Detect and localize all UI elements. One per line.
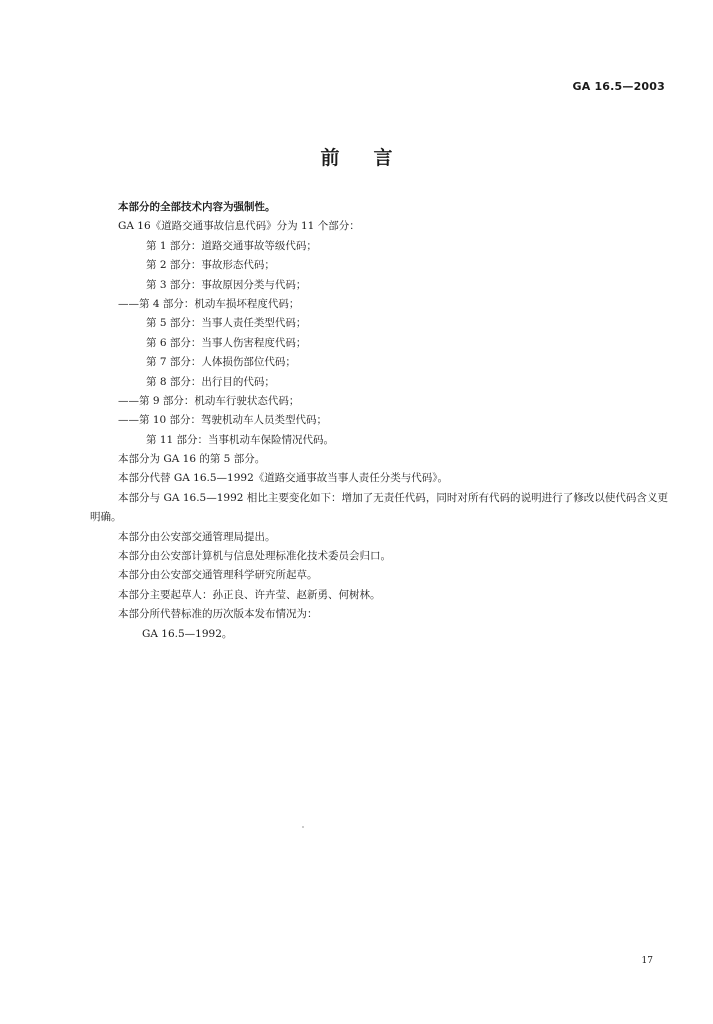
part-item xyxy=(90,392,670,411)
part-item-text: 第 4 部分：机动车损坏程度代码； xyxy=(139,297,300,310)
part-item xyxy=(90,411,670,430)
history-statement: 本部分所代替标准的历次版本发布情况为： xyxy=(118,608,318,621)
replaces-statement: 本部分代替 GA 16.5—1992《道路交通事故当事人责任分类与代码》。 xyxy=(118,472,448,485)
part-item-text: 第 10 部分：驾驶机动车人员类型代码； xyxy=(139,414,328,427)
parts-intro: GA 16《道路交通事故信息代码》分为 11 个部分： xyxy=(118,220,360,233)
dash-marker: —— xyxy=(118,414,139,427)
mandatory-statement: 本部分的全部技术内容为强制性。 xyxy=(118,201,276,213)
scan-speck xyxy=(302,826,304,828)
page-number: 17 xyxy=(641,956,653,966)
part-item-text: 第 9 部分：机动车行驶状态代码； xyxy=(139,394,300,407)
part-of-statement: 本部分为 GA 16 的第 5 部分。 xyxy=(118,453,266,466)
part-item: 第 1 部分：道路交通事故等级代码； xyxy=(146,239,317,252)
part-item: 第 7 部分：人体损伤部位代码； xyxy=(146,356,296,369)
part-item: 第 6 部分：当事人伤害程度代码； xyxy=(146,336,307,349)
drafted-statement: 本部分由公安部交通管理科学研究所起草。 xyxy=(118,569,318,582)
page-title: 前言 xyxy=(320,147,427,169)
standard-code: GA 16.5—2003 xyxy=(572,80,665,93)
drafters-statement: 本部分主要起草人：孙正良、许卉莹、赵新勇、何树林。 xyxy=(118,588,381,601)
part-item: 第 3 部分：事故原因分类与代码； xyxy=(146,278,307,291)
part-item: 第 8 部分：出行目的代码； xyxy=(146,375,275,388)
dash-marker: —— xyxy=(118,394,139,407)
part-item: 第 11 部分：当事机动车保险情况代码。 xyxy=(146,433,335,446)
history-item: GA 16.5—1992。 xyxy=(142,627,233,640)
changes-statement: 本部分与 GA 16.5—1992 相比主要变化如下：增加了无责任代码，同时对所有代码的说明进行了修改以使代码含义更明确。 xyxy=(90,491,668,524)
part-item: 第 5 部分：当事人责任类型代码； xyxy=(146,317,307,330)
part-item: 第 2 部分：事故形态代码； xyxy=(146,259,275,272)
part-item xyxy=(90,295,670,314)
proposed-statement: 本部分由公安部交通管理局提出。 xyxy=(118,530,276,543)
dash-marker: —— xyxy=(118,297,139,310)
foreword-content xyxy=(90,198,670,644)
centralized-statement: 本部分由公安部计算机与信息处理标准化技术委员会归口。 xyxy=(118,550,391,563)
